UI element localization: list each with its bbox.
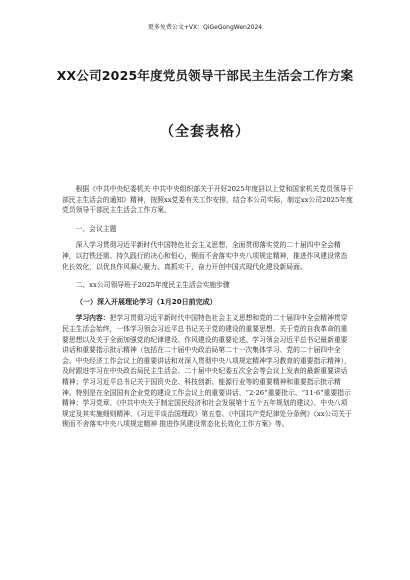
study-paragraph xyxy=(62,313,354,430)
section-heading-2: 二、xx公司领导班子2025年度民主生活会实施步骤 xyxy=(75,281,230,290)
section-1-paragraph: 深入学习贯彻习近平新时代中国特色社会主义思想，全面贯彻落实党的二十届四中全会精神，以打铁还需、持久践行的决心和恒心，锲而不舍落实中央八项规定精神，推进作风建设常态化长效化，以优良作风凝心聚力、真抓实干，奋力开创中国式现代化建设新局面。 xyxy=(62,241,348,271)
step-1-heading: （一）深入开展理论学习（1月20日前完成） xyxy=(76,297,217,306)
document-subtitle: （全套表格） xyxy=(160,124,250,140)
intro-paragraph: 根据《中共中央纪委机关 中共中央组织部关于开好2025年度县以上党和国家机关党员领导干部民主生活会的通知》精神，按照xx党委有关工作安排，结合本公司实际，制定xx公司2025年度党员领导干部民主生活会工作方案。 xyxy=(62,185,354,215)
header-note: 更多免费公文+VX：QiGeGongWen2024 xyxy=(147,24,263,31)
study-text: 把学习贯彻习近平新时代中国特色社会主义思想和党的二十届四中全会精神贯穿民主生活会始终，一体学习领会习近平总书记关于党的建设的重要思想、关于党的自我革命的重要思想以及关于全面加强党的纪律建设、作风建设的重要论述。学习领会习近平总书记最新重要讲话和重要指示批示精神（包括在二十届中央政治局第二十一次集体学习、党的二十届四中全会、中央经济工作会议上的重要讲话和对深入贯彻中央八项规定精神学习教育的重要指示精神），及时跟进学习在中央政治局民主生活会、二十届中央纪委五次全会等会议上发表的最新重要讲话精神；学习习近平总书记关于国资央企、科技创新、能源行业等的重要精神和重要指示批示精神。特别是在全国国有企业党的建设工作会议上的重要讲话、“2·26”重要批示、“11·6”重要指示精神；学习党章、《中共中央关于制定国民经济和社会发展第十五个五年规划的建议》、中央八项规定及其实施细则精神、《习近平谈治国理政》第五卷、《中国共产党纪律处分条例》《xx公司关于锲而不舍落实中央八项规定精神 推进作风建设常态化长效化工作方案》等。 xyxy=(62,314,352,429)
section-heading-1: 一、会议主题 xyxy=(75,224,117,233)
document-title: XX公司2025年度党员领导干部民主生活会工作方案 xyxy=(56,68,354,83)
study-label: 学习内容： xyxy=(75,314,110,323)
document-body xyxy=(62,184,354,430)
